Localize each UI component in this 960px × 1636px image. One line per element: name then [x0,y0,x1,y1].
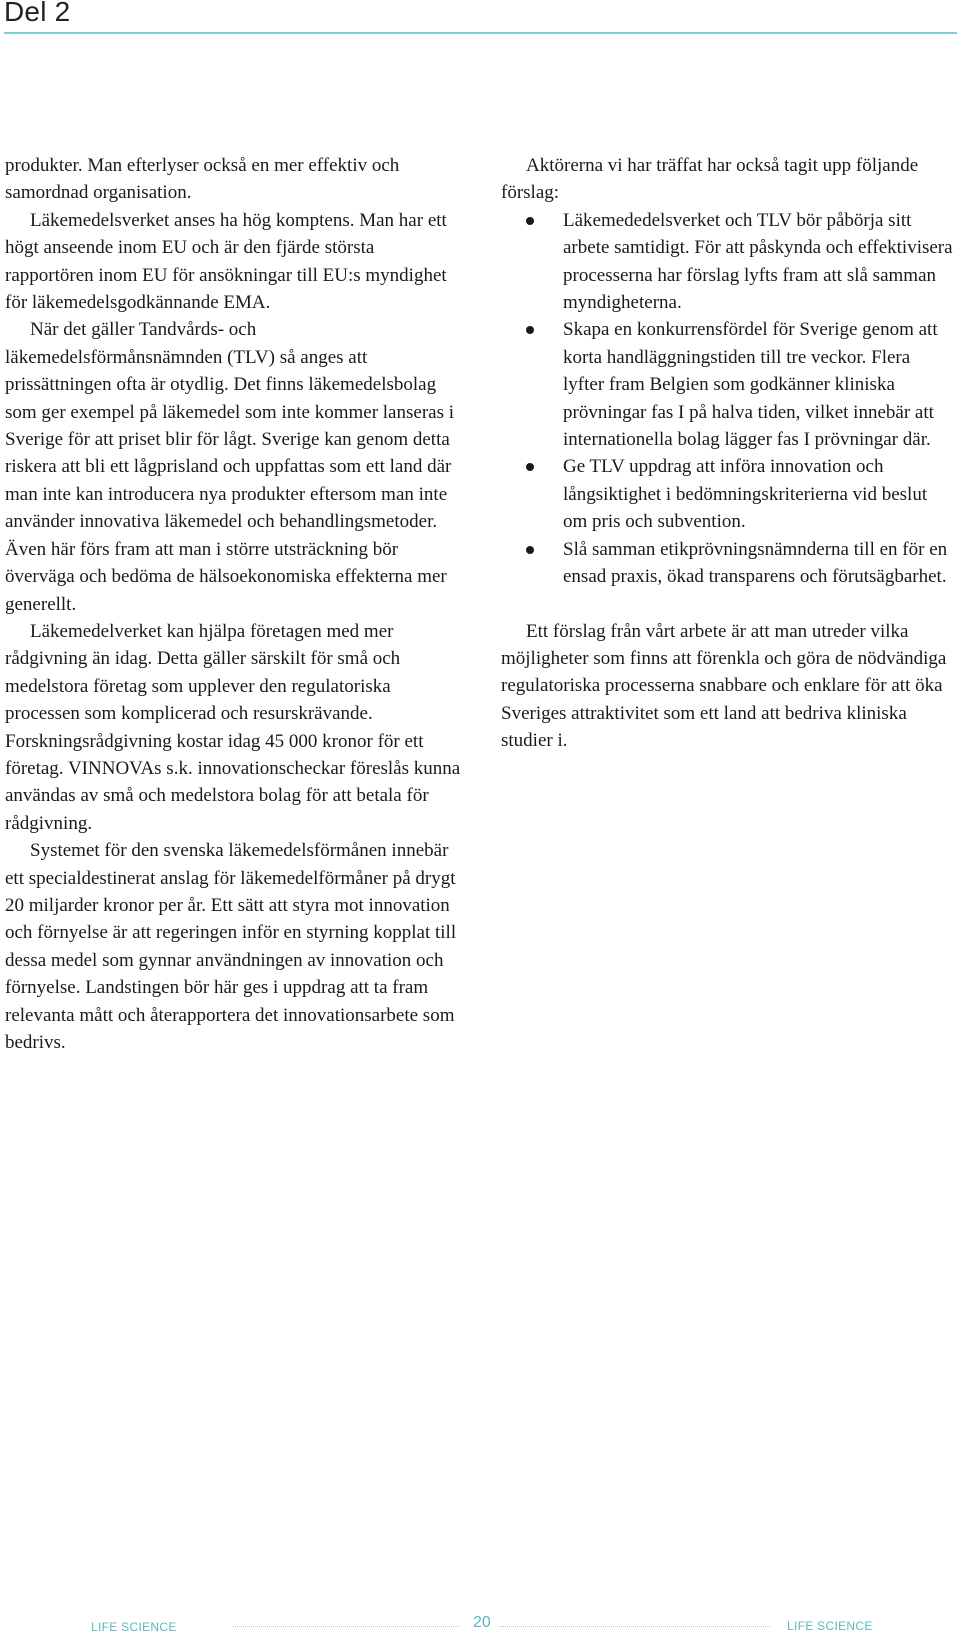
list-item: Slå samman etikprövningsnämnderna till en för en ensad praxis, ökad transparens och förutsägbarhet. [501,536,956,591]
paragraph: produkter. Man efterlyser också en mer effektiv och samordnad organisation. [5,155,400,204]
paragraph-closing: Ett förslag från vårt arbete är att man utreder vilka möjligheter som finns att förenkla och göra de nödvändiga regulatoriska processerna snabbare och enklare för att öka Sveriges attraktivitet som ett land att bedriva kliniska studier i. [501,620,947,752]
proposal-list [501,207,956,591]
bullet-icon [526,546,534,554]
footer-left-label: LIFE SCIENCE [91,1620,177,1634]
footer-dotted-line [233,1626,460,1627]
paragraph: Systemet för den svenska läkemedelsförmånen innebär ett specialdestinerat anslag för läkemedelförmåner på drygt 20 miljarder kronor per år. Ett sätt att styra mot innovation och förnyelse är att regeringen inför en styrning kopplat till dessa medel som gynnar användningen av innovation och förnyelse. Landstingen bör här ges i uppdrag att ta fram relevanta mått och återapportera det innovationsarbete som bedrivs. [5,840,457,1053]
page-footer [0,1614,960,1636]
spacer [501,591,956,618]
bullet-icon [526,326,534,334]
page-section-title: Del 2 [4,0,71,27]
bullet-icon [526,463,534,471]
paragraph-intro: Aktörerna vi har träffat har också tagit upp följande förslag: [501,155,919,204]
list-item: Ge TLV uppdrag att införa innovation och långsiktighet i bedömningskriterierna vid beslut om pris och subvention. [501,453,956,535]
paragraph: Läkemedelsverket anses ha hög komptens. Man har ett högt anseende inom EU och är den fjärde största rapportören inom EU för ansökningar till EU:s myndighet för läkemedelsgodkännande EMA. [5,209,447,314]
paragraph: Läkemedelverket kan hjälpa företagen med mer rådgivning än idag. Detta gäller särskilt för små och medelstora företag som upplever den regulatoriska processen som komplicerad och resurskrävande. Forskningsrådgivning kostar idag 45 000 kronor för ett företag. VINNOVAs s.k. innovationscheckar föreslås kunna användas av små och medelstora bolag för att betala för rådgivning. [5,620,461,834]
left-text-column [5,152,465,1056]
right-text-column [501,152,956,755]
list-item: Skapa en konkurrensfördel för Sverige genom att korta handläggningstiden till tre veckor. Flera lyfter fram Belgien som godkänner kliniska prövningar fas I på halva tiden, vilket innebär att internationella bolag lägger fas I prövningar där. [501,316,956,453]
paragraph: När det gäller Tandvårds- och läkemedelsförmånsnämnden (TLV) så anges att prissättningen ofta är otydlig. Det finns läkemedelsbolag som ger exempel på läkemedel som inte kommer lanseras i Sverige för att priset blir för lågt. Sverige kan genom detta riskera att bli ett lågprisland och uppfattas som ett land där man inte kan introducera nya produkter eftersom man inte använder innovativa läkemedel och behandlingsmetoder. Även här förs fram att man i större utsträckning bör överväga och bedöma de hälsoekonomiska effekterna mer generellt. [5,319,454,615]
header-divider [4,32,957,34]
list-item: Läkemededelsverket och TLV bör påbörja sitt arbete samtidigt. För att påskynda och effektivisera processerna har förslag lyfts fram att slå samman myndigheterna. [501,207,956,317]
bullet-icon [526,217,534,225]
footer-dotted-line [500,1626,770,1627]
page-number: 20 [473,1614,491,1631]
footer-right-label: LIFE SCIENCE [787,1619,873,1633]
